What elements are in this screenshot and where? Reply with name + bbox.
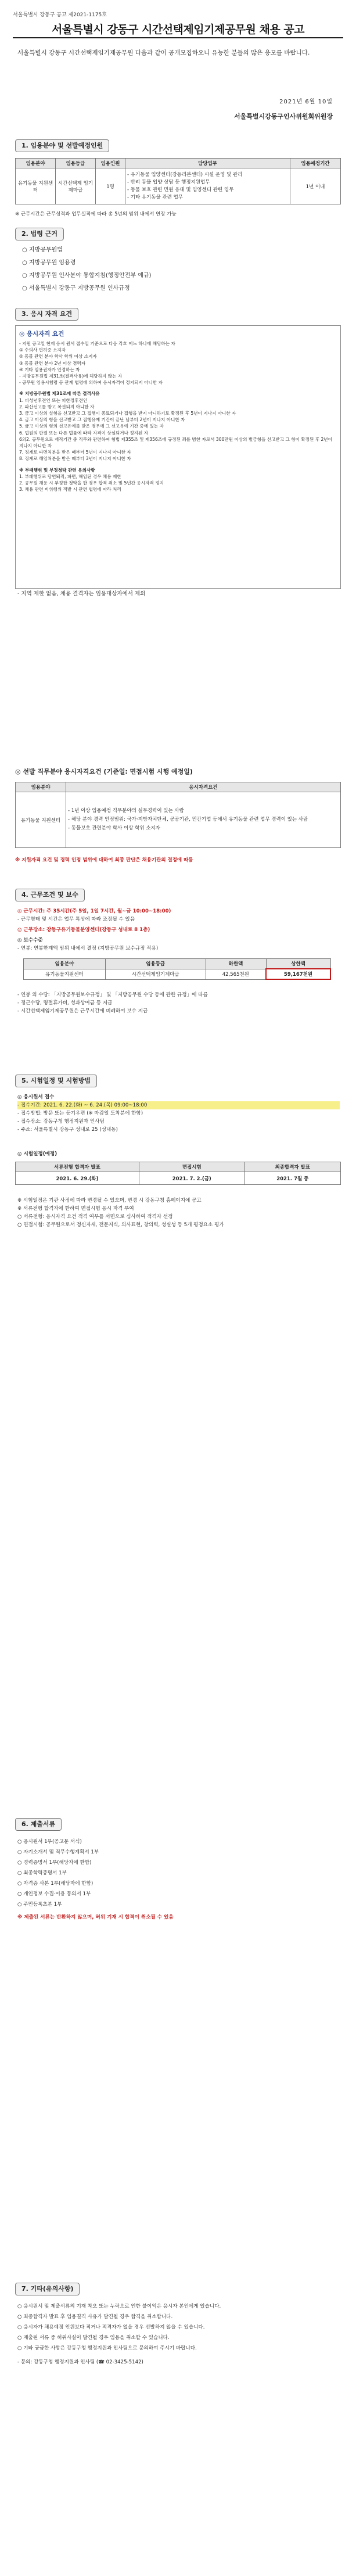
- section1-heading: 1. 임용분야 및 선발예정인원: [15, 139, 109, 152]
- pay-title: ◎ 보수수준: [17, 937, 43, 943]
- section3-heading: 3. 응시 자격 요건: [15, 308, 78, 321]
- pay-col: 상한액: [266, 959, 330, 969]
- notes-list: [17, 2301, 340, 2367]
- section7-heading: 7. 기타(유의사항): [15, 2283, 80, 2295]
- document-item: ○ 경력증명서 1부(해당자에 한함): [17, 1860, 92, 1866]
- schedule-cell: 2021. 7월 중: [244, 1172, 340, 1185]
- condition-item: - 해당 분야 경력 인정범위: 국가·지방자치단체, 공공기관, 민간기업 등에서 유기동물 관련 업무 경력이 있는 사람: [68, 817, 308, 822]
- schedule-notes: [17, 1197, 340, 1229]
- pay-note: - 연봉 외 수당: 「지방공무원보수규정」 및 「지방공무원 수당 등에 관한 규정」에 따름: [17, 992, 208, 998]
- qual-line: ④ 기타 임용권자가 인정하는 자: [19, 367, 80, 372]
- documents-note: ※ 제출된 서류는 반환하지 않으며, 허위 기재 시 합격이 취소될 수 있음: [17, 1914, 174, 1920]
- col-conditions: 응시자격요건: [66, 782, 341, 792]
- cell-period: 1년 이내: [290, 168, 341, 204]
- application-line: - 접수방법: 방문 또는 등기우편 (※ 마감일 도착분에 한함): [17, 1111, 143, 1116]
- schedule-note: ※ 서류전형 합격자에 한하여 면접시험 응시 자격 부여: [17, 1206, 134, 1212]
- pay-table: [23, 958, 331, 980]
- exclusion-item: 8. 징계로 해임처분을 받은 때부터 3년이 지나지 아니한 자: [19, 456, 131, 462]
- schedule-cell: 2021. 7. 2.(금): [139, 1172, 244, 1185]
- qualification-title: ◎ 응시자격 요건: [19, 330, 64, 337]
- notes-item: ○ 기타 궁금한 사항은 강동구청 행정지원과 인사팀으로 문의하여 주시기 바랍니다.: [17, 2345, 197, 2351]
- notes-item: ○ 최종합격자 발표 후 임용결격 사유가 발견될 경우 합격을 취소합니다.: [17, 2314, 173, 2320]
- condition-item: - 동물보호 관련분야 학사 이상 학위 소지자: [68, 825, 160, 831]
- qualification-lines: [19, 340, 337, 386]
- section2-heading: 2. 법령 근거: [15, 228, 64, 240]
- pay-note: - 정근수당, 명절휴가비, 성과상여금 등 지급: [17, 1000, 113, 1006]
- title-rule: [13, 37, 343, 38]
- cell-grade: 시간선택제 임기제마급: [56, 168, 96, 204]
- law-item: ○ 지방공무원 임용령: [22, 260, 76, 266]
- pay-note: - 시간선택제임기제공무원은 근무시간에 비례하여 보수 지급: [17, 1008, 148, 1014]
- cell-count: 1명: [96, 168, 125, 204]
- schedule-col: 서류전형 합격자 발표: [16, 1162, 139, 1172]
- qual-line: - 지방공무원법 제31조(결격사유)에 해당하지 않는 자: [19, 373, 123, 379]
- qual-line: - 지원 공고일 현재 응시 원서 접수일 기준으로 다음 각호 어느 하나에 해당하는 자: [19, 341, 175, 346]
- section4-heading: 4. 근무조건 및 보수: [15, 889, 85, 901]
- warning-item: 2. 공무원 채용 시 부정한 청탁을 한 경우 합격 취소 및 5년간 응시자격 정지: [19, 480, 164, 486]
- document-title: 서울특별시 강동구 시간선택제임기제공무원 채용 공고: [51, 23, 305, 36]
- schedule-title: ◎ 시험일정(예정): [17, 1151, 57, 1157]
- pay-col: 임용분야: [24, 959, 106, 969]
- notes-item: ○ 제출된 서류 중 허위사실이 발견될 경우 임용을 취소할 수 있습니다.: [17, 2335, 170, 2341]
- exclusion-list: [19, 397, 337, 462]
- section6-heading: 6. 제출서류: [15, 1818, 62, 1831]
- exclusion-item: 6. 법원의 판결 또는 다른 법률에 따라 자격이 상실되거나 정지된 자: [19, 430, 149, 436]
- section3-2-heading: ◎ 선발 직무분야 응시자격요건 (기준일: 면접시험 시행 예정일): [15, 768, 193, 775]
- schedule-note: ○ 서류전형: 응시자격 요건 적격 여부를 서면으로 심사하여 적격자 선정: [17, 1214, 173, 1220]
- col-count: 임용인원: [96, 159, 125, 168]
- exclusion-item: 2. 파산선고를 받고 복권되지 아니한 자: [19, 404, 95, 409]
- documents-list: [17, 1837, 340, 1923]
- section1-note: ※ 근무시간은 근무성적과 업무실적에 따라 총 5년의 범위 내에서 연장 가능: [15, 211, 177, 217]
- col-field: 임용분야: [16, 782, 66, 792]
- pay-desc: - 연봉: 연봉한계액 범위 내에서 결정 (지방공무원 보수규정 적용): [17, 946, 159, 951]
- contact-info: - 문의: 강동구청 행정지원과 인사팀 (☎ 02-3425-5142): [17, 2359, 143, 2365]
- exclusion-title: ※ 지방공무원법 제31조에 따른 결격사유: [19, 391, 100, 397]
- exclusion-item: 1. 피성년후견인 또는 피한정후견인: [19, 397, 88, 403]
- positions-table: [15, 158, 341, 204]
- application-info: [17, 1093, 340, 1134]
- law-item: ○ 서울특별시 강동구 지방공무원 인사규정: [22, 285, 130, 292]
- pay-cell: 시간선택제임기제마급: [105, 969, 206, 979]
- col-duties: 담당업무: [125, 159, 290, 168]
- schedule-note: ○ 면접시험: 공무원으로서 정신자세, 전문지식, 의사표현, 창의력, 성실성 등 5개 평정요소 평가: [17, 1222, 224, 1228]
- issuer-name: 서울특별시강동구인사위원회위원장: [233, 113, 333, 120]
- schedule-cell: 2021. 6. 29.(화): [16, 1172, 139, 1185]
- notes-item: ○ 응시원서 및 제출서류의 기재 착오 또는 누락으로 인한 불이익은 응시자 본인에게 있습니다.: [17, 2304, 221, 2309]
- section3-2-note: ※ 지원자격 요건 및 경력 인정 범위에 대하여 최종 판단은 채용기관의 결정에 따름: [15, 857, 193, 863]
- application-line: - 접수기간: 2021. 6. 22.(화) ~ 6. 24.(목) 09:00~18:00: [17, 1101, 340, 1109]
- col-period: 임용예정기간: [290, 159, 341, 168]
- pay-col: 하한액: [206, 959, 266, 969]
- col-grade: 임용등급: [56, 159, 96, 168]
- schedule-note: ※ 시험일정은 기관 사정에 따라 변경될 수 있으며, 변경 시 강동구청 홈페이지에 공고: [17, 1198, 202, 1203]
- law-item: ○ 지방공무원법: [22, 247, 63, 253]
- warning-list: [19, 473, 337, 493]
- intro-text: 서울특별시 강동구 시간선택제임기제공무원 다음과 같이 공개모집하오니 유능한 분들의 많은 응모를 바랍니다.: [17, 49, 310, 56]
- qual-line: ③ 동물 관련 분야 2년 이상 경력자: [19, 360, 86, 366]
- pay-cell: 42,565천원: [206, 969, 266, 979]
- notice-number: 서울특별시 강동구 공고 제2021-1175호: [13, 12, 107, 18]
- col-field: 임용분야: [16, 159, 56, 168]
- qual-line: ② 동물 관련 분야 학사 학위 이상 소지자: [19, 354, 97, 360]
- application-title: ◎ 응시원서 접수: [17, 1094, 55, 1100]
- section5-heading: 5. 시험일정 및 시험방법: [15, 1075, 97, 1087]
- schedule-col: 최종합격자 발표: [244, 1162, 340, 1172]
- condition-item: - 1년 이상 입용예정 직무분야의 실무경력이 있는 사람: [68, 808, 184, 814]
- qual-line: ① 수의사 면허증 소지자: [19, 347, 66, 353]
- section3-other: - 지역 제한 없음, 채용 결격자는 임용대상자에서 제외: [17, 591, 146, 597]
- law-item: ○ 지방공무원 인사분야 통합지침(행정안전부 예규): [22, 272, 152, 279]
- warning-item: 3. 채용 관련 비위행위 적발 시 관련 법령에 따라 처리: [19, 487, 121, 493]
- exclusion-item: 3. 금고 이상의 실형을 선고받고 그 집행이 종료되거나 집행을 받지 아니하기로 확정된 후 5년이 지나지 아니한 자: [19, 411, 236, 416]
- work-conditions: [17, 907, 340, 953]
- warning-item: 1. 부패행위로 당연퇴직, 파면, 해임된 경우 채용 제한: [19, 473, 121, 479]
- exclusion-item: 4. 금고 이상의 형을 선고받고 그 집행유예 기간이 끝난 날부터 2년이 지나지 아니한 자: [19, 417, 185, 423]
- document-item: ○ 최종학력증명서 1부: [17, 1870, 67, 1876]
- cell-duties: - 유기동물 입양센터(강동리본센터) 시설 운영 및 관리 - 반려 동물 입양 상담 등 행정지원업무 - 동물 보호 관련 민원 응대 및 입양센터 관련 업무 - 기타 유기동물 관련 업무: [125, 168, 290, 204]
- pay-cell: 유기동물지원센터: [24, 969, 106, 979]
- work-hours: ◎ 근무시간: 주 35시간(주 5일, 1일 7시간, 월~금 10:00~18:00): [17, 908, 171, 914]
- schedule-table: [15, 1162, 341, 1185]
- document-item: ○ 자기소개서 및 직무수행계획서 1부: [17, 1849, 99, 1855]
- exclusion-item: 7. 징계로 파면처분을 받은 때부터 5년이 지나지 아니한 자: [19, 450, 131, 455]
- exclusion-item: 6의2. 공무원으로 재직기간 중 직무와 관련하여 형법 제355조 및 제356조에 규정된 죄를 범한 자로서 300만원 이상의 벌금형을 선고받고 그 형이 확정된 후 2년이 지나지 아니한 자: [19, 436, 332, 449]
- law-list: [22, 244, 151, 295]
- schedule-col: 면접시험: [139, 1162, 244, 1172]
- field-qualification-table: [15, 782, 341, 848]
- exclusion-item: 5. 금고 이상의 형의 선고유예를 받은 경우에 그 선고유예 기간 중에 있는 자: [19, 423, 164, 429]
- warning-title: ※ 부패행위 및 부정청탁 관련 유의사항: [19, 467, 95, 473]
- document-item: ○ 주민등록초본 1부: [17, 1902, 62, 1907]
- document-item: ○ 자격증 사본 1부(해당자에 한함): [17, 1881, 94, 1887]
- cell-field: 유기동물 지원센터: [16, 792, 66, 848]
- cell-conditions: [66, 792, 341, 848]
- application-line: - 주소: 서울특별시 강동구 성내로 25 (성내동): [17, 1127, 118, 1133]
- application-line: - 접수장소: 강동구청 행정지원과 인사팀: [17, 1119, 105, 1124]
- notes-item: ○ 응시자가 채용예정 인원보다 적거나 적격자가 없을 경우 선발하지 않을 수 있습니다.: [17, 2324, 205, 2330]
- notice-date: 2021년 6월 10일: [279, 99, 333, 105]
- work-note: - 근무형태 및 시간은 업무 특성에 따라 조정될 수 있음: [17, 917, 135, 922]
- pay-cell-max: 59,167천원: [266, 969, 330, 979]
- pay-notes: [17, 991, 340, 1015]
- qual-line: - 공무원 임용시험령 등 관계 법령에 의하여 응시자격이 정지되지 아니한 자: [19, 380, 163, 386]
- document-item: ○ 응시원서 1부(공고문 서식): [17, 1839, 82, 1845]
- qualification-box: [15, 325, 341, 589]
- cell-field: 유기동물 지원센터: [16, 168, 56, 204]
- pay-col: 임용등급: [105, 959, 206, 969]
- work-place: ◎ 근무장소: 강동구유기동물분양센터(강동구 성내로 8 1층): [17, 927, 150, 933]
- document-item: ○ 개인정보 수집·이용 동의서 1부: [17, 1891, 91, 1897]
